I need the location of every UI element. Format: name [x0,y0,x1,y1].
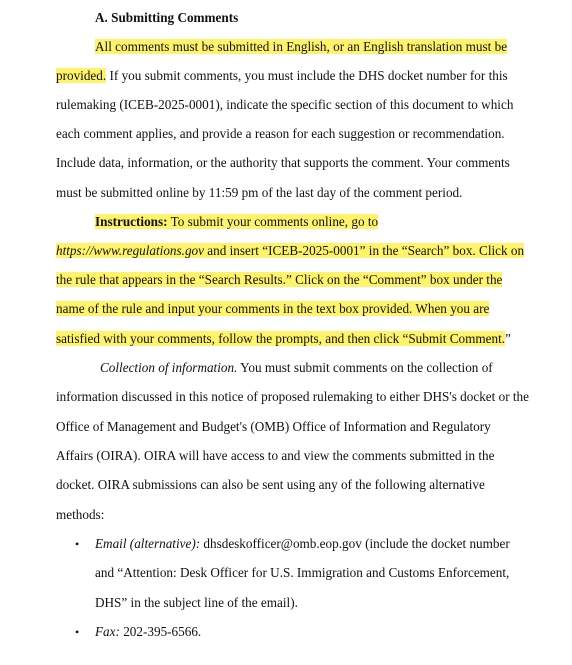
body-text: Office of Management and Budget's (OMB) Office of Information and Regulatory [56,419,491,434]
section-heading: A. Submitting Comments [95,10,239,25]
body-text: rulemaking (ICEB-2025-0001), indicate the specific section of this document to which [56,97,514,112]
body-text: DHS” in the subject line of the email). [95,595,298,610]
instructions-label: Instructions: [95,214,168,229]
highlighted-text: the rule that appears in the “Search Results.” Click on the “Comment” box under the [56,272,503,287]
body-text: each comment applies, and provide a reason for each suggestion or recommendation. [56,126,505,141]
email-label: Email (alternative): [95,536,201,551]
body-text: dhsdeskofficer@omb.eop.gov (include the docket number [200,536,510,551]
body-text: and “Attention: Desk Officer for U.S. Immigration and Customs Enforcement, [95,565,510,580]
highlighted-text: and insert “ICEB-2025-0001” in the “Search” box. Click on [204,243,525,258]
collection-label: Collection of information. [100,360,238,375]
bullet-icon: • [75,625,80,639]
body-text: information discussed in this notice of proposed rulemaking to either DHS's docket or the [56,389,530,404]
highlighted-text: provided. [56,68,107,83]
body-text: If you submit comments, you must include the DHS docket number for this [106,68,508,83]
body-text: Affairs (OIRA). OIRA will have access to and view the comments submitted in the [56,448,495,463]
highlighted-text: To submit your comments online, go to [167,214,379,229]
fax-label: Fax: [95,624,120,639]
body-text: ” [505,331,511,346]
regulations-link[interactable]: https://www.regulations.gov [56,243,204,258]
body-text: methods: [56,507,105,522]
highlighted-text: satisfied with your comments, follow the prompts, and then click “Submit Comment. [56,331,506,346]
bullet-icon: • [75,537,80,551]
body-text: must be submitted online by 11:59 pm of the last day of the comment period. [56,185,463,200]
body-text: Include data, information, or the authority that supports the comment. Your comments [56,155,510,170]
highlighted-text: name of the rule and input your comments in the text box provided. When you are [56,301,490,316]
body-text: docket. OIRA submissions can also be sent using any of the following alternative [56,477,485,492]
highlighted-text: All comments must be submitted in English, or an English translation must be [95,39,508,54]
body-text: You must submit comments on the collection of [237,360,493,375]
body-text: 202-395-6566. [119,624,202,639]
